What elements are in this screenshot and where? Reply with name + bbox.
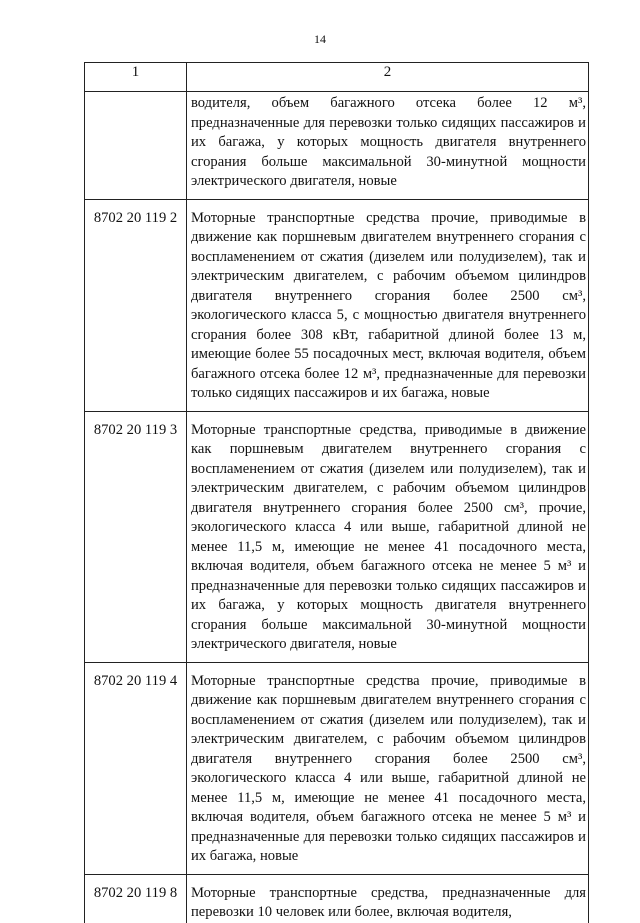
tariff-code xyxy=(85,92,187,200)
goods-description: Моторные транспортные средства прочие, приводимые в движение как поршневым двигателем внутреннего сгорания с воспламенением от сжатия (дизелем или полудизелем), так и электрическим двигателем, с рабочим объемом цилиндров двигателя внутреннего сгорания более 2500 см³, экологического класса 5, с мощностью двигателя внутреннего сгорания более 308 кВт, габаритной длиной более 13 м, имеющие более 55 посадочных мест, включая водителя, объем багажного отсека более 12 м³, предназначенные для перевозки только сидящих пассажиров и их багажа, новые xyxy=(187,199,589,411)
tariff-code: 8702 20 119 4 xyxy=(85,662,187,874)
table-row xyxy=(85,92,589,200)
column-header-code: 1 xyxy=(85,63,187,92)
column-header-description: 2 xyxy=(187,63,589,92)
goods-description: Моторные транспортные средства, приводимые в движение как поршневым двигателем внутреннего сгорания с воспламенением от сжатия (дизелем или полудизелем), так и электрическим двигателем, с рабочим объемом цилиндров двигателя внутреннего сгорания более 2500 см³, прочие, экологического класса 4 или выше, габаритной длиной не менее 11,5 м, имеющие не менее 41 посадочного места, включая водителя, объем багажного отсека не менее 5 м³ и предназначенные для перевозки только сидящих пассажиров и их багажа, у которых мощность двигателя внутреннего сгорания больше максимальной 30-минутной мощности электрического двигателя, новые xyxy=(187,411,589,662)
table-row xyxy=(85,411,589,662)
page-number: 14 xyxy=(314,32,326,46)
tariff-code: 8702 20 119 2 xyxy=(85,199,187,411)
goods-description: водителя, объем багажного отсека более 12 м³, предназначенные для перевозки только сидящих пассажиров и их багажа, у которых мощность двигателя внутреннего сгорания больше максимальной 30-минутной мощности электрического двигателя, новые xyxy=(187,92,589,200)
table-row xyxy=(85,662,589,874)
goods-description: Моторные транспортные средства прочие, приводимые в движение как поршневым двигателем внутреннего сгорания с воспламенением от сжатия (дизелем или полудизелем), так и электрическим двигателем, с рабочим объемом цилиндров двигателя внутреннего сгорания более 2500 см³, экологического класса 4 или выше, габаритной длиной не менее 11,5 м, имеющие не менее 41 посадочного места, включая водителя, объем багажного отсека не менее 5 м³ и предназначенные для перевозки только сидящих пассажиров и их багажа, новые xyxy=(187,662,589,874)
table-row xyxy=(85,874,589,923)
tariff-code: 8702 20 119 8 xyxy=(85,874,187,923)
tariff-code-table xyxy=(84,62,589,923)
table-header-row xyxy=(85,63,589,92)
goods-description: Моторные транспортные средства, предназначенные для перевозки 10 человек или более, включая водителя, xyxy=(187,874,589,923)
tariff-code: 8702 20 119 3 xyxy=(85,411,187,662)
table-row xyxy=(85,199,589,411)
